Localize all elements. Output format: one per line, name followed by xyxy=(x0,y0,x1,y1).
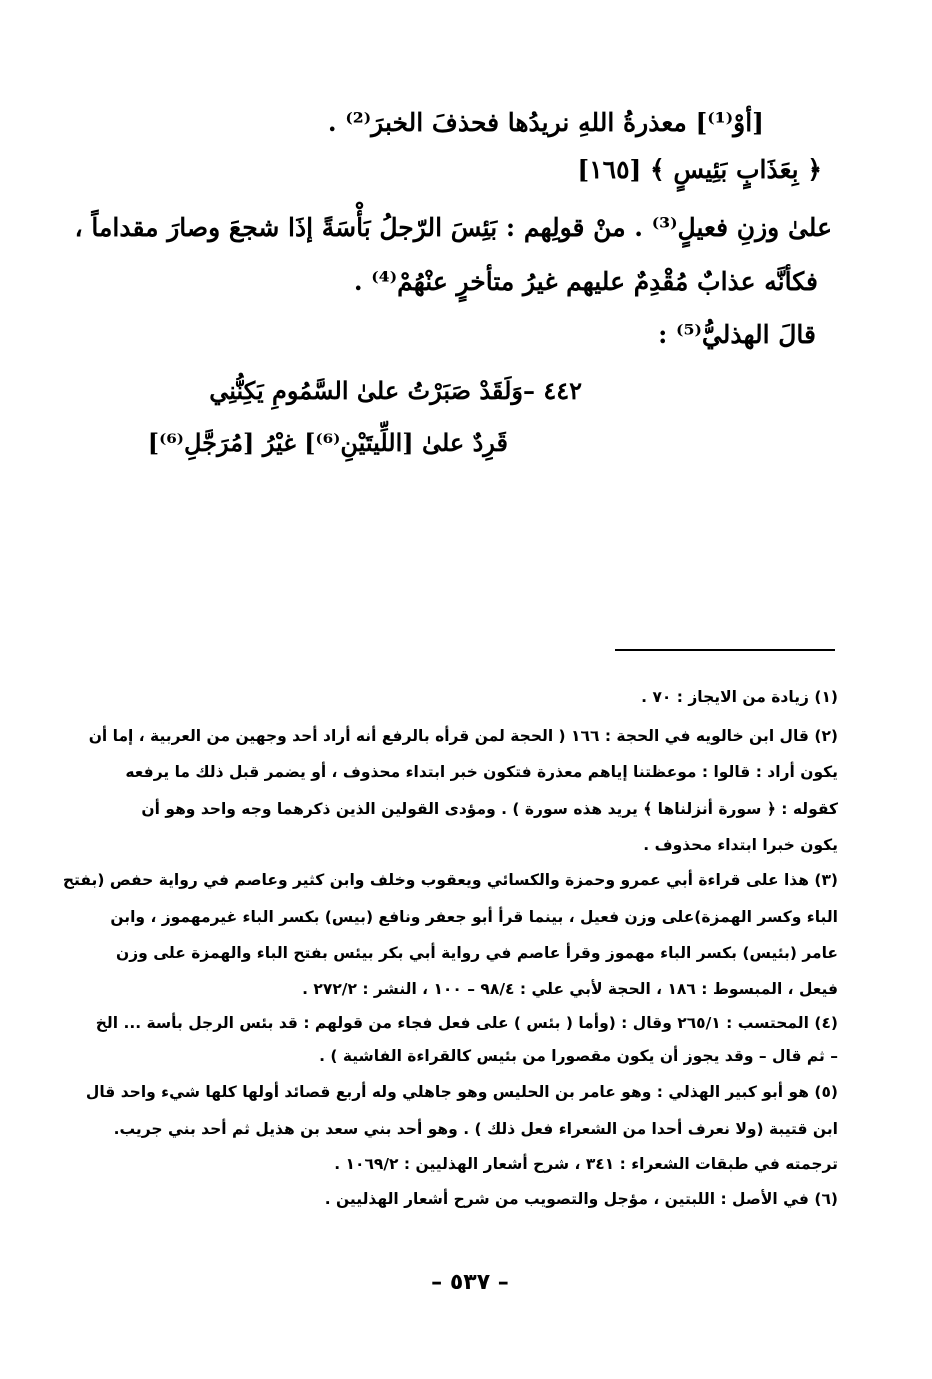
footnote-3-line-1: (٣) هذا على قراءة أبي عمرو وحمزة والكسائي ويعقوب وخلف وابن كثير وعاصم في رواية حفص (بفتح xyxy=(62,871,838,889)
main-text-line-5: قالَ الهذليُّ⁽⁵⁾ : xyxy=(658,320,816,349)
footnote-1: (١) زيادة من الايجاز : ٧٠ . xyxy=(641,688,838,706)
footnote-3-line-2: الباء وكسر الهمزة)على وزن فعيل ، بينما قرأ أبو جعفر ونافع (بيس) بكسر الباء غيرمهموز ، وابن xyxy=(110,908,838,926)
footnote-5-line-3: ترجمته في طبقات الشعراء : ٣٤١ ، شرح أشعار الهذليين : ١٠٦٩/٢ . xyxy=(334,1155,838,1173)
footnote-4-line-1: (٤) المحتسب : ٢٦٥/١ وقال : (وأما ( بئس ) على فعل فجاء من قولهم : قد بئس الرجل بأسة ... الخ xyxy=(95,1014,838,1032)
footnote-2-line-4: يكون خبرا ابتداء محذوف . xyxy=(643,836,838,854)
footnote-2-line-3: كقوله : ﴿ سورة أنزلناها ﴾ يريد هذه سورة ) . ومؤدى القولين الذين ذكرهما وجه واحد وهو أن xyxy=(141,800,838,818)
page-number: – ٥٣٧ – xyxy=(431,1270,509,1295)
footnote-4-line-2: – ثم قال – وقد يجوز أن يكون مقصورا من بئيس كالقراءة الفاشية ) . xyxy=(319,1047,838,1065)
verse-line-1: ٤٤٢ –وَلَقَدْ صَبَرْتُ علىٰ السَّمُومِ يَكِنُّنِي xyxy=(209,376,582,405)
footnote-5-line-1: (٥) هو أبو كبير الهذلي : وهو عامر بن الحليس وهو جاهلي وله أربع قصائد أولها كلها شيء واحد قال xyxy=(85,1083,838,1101)
main-text-line-3: علىٰ وزنِ فعيلٍ⁽³⁾ . منْ قولِهم : بَئِسَ الرّجلُ بَأْسَةً إذَا شجعَ وصارَ مقداماً ، xyxy=(74,213,832,242)
main-text-line-1: [أوْ⁽¹⁾] معذرةُ اللهِ نريدُها فحذفَ الخبرَ⁽²⁾ . xyxy=(327,108,764,137)
footnote-6: (٦) في الأصل : اللبتين ، مؤجل والتصويب من شرح أشعار الهذليين . xyxy=(324,1190,838,1208)
verse-line-2: قَرِدٌ علىٰ [اللِّيتَيْنِ⁽⁶⁾] غيْرُ [مُرَجَّلِ⁽⁶⁾] xyxy=(147,428,508,457)
footnote-divider xyxy=(615,649,835,651)
footnote-2-line-2: يكون أراد : قالوا : موعظتنا إياهم معذرة فتكون خبر ابتداء محذوف ، أو يضمر قبل ذلك ما يرفعه xyxy=(125,763,838,781)
quran-citation-line: ﴿ بِعَذَابٍ بَئِيسٍ ﴾ [١٦٥] xyxy=(577,155,822,184)
footnote-2-line-1: (٢) قال ابن خالويه في الحجة : ١٦٦ ( الحجة لمن قرأه بالرفع أنه أراد أحد وجهين من العربية ، إما أن xyxy=(88,727,838,745)
footnote-5-line-2: ابن قتيبة (ولا نعرف أحدا من الشعراء فعل ذلك ) . وهو أحد بني سعد بن هذيل ثم أحد بني جريب. xyxy=(113,1120,838,1138)
footnote-3-line-3: عامر (بئيس) بكسر الباء مهموز وقرأ عاصم في رواية أبي بكر بيئس بفتح الباء والهمزة على وزن xyxy=(116,944,838,962)
footnote-3-line-4: فيعل ، المبسوط : ١٨٦ ، الحجة لأبي علي : ٩٨/٤ – ١٠٠ ، النشر : ٢٧٢/٢ . xyxy=(302,980,838,998)
main-text-line-4: فكأنَّه عذابٌ مُقْدِمٌ عليهم غيرُ متأخرٍ عنْهُمْ⁽⁴⁾ . xyxy=(353,267,818,296)
